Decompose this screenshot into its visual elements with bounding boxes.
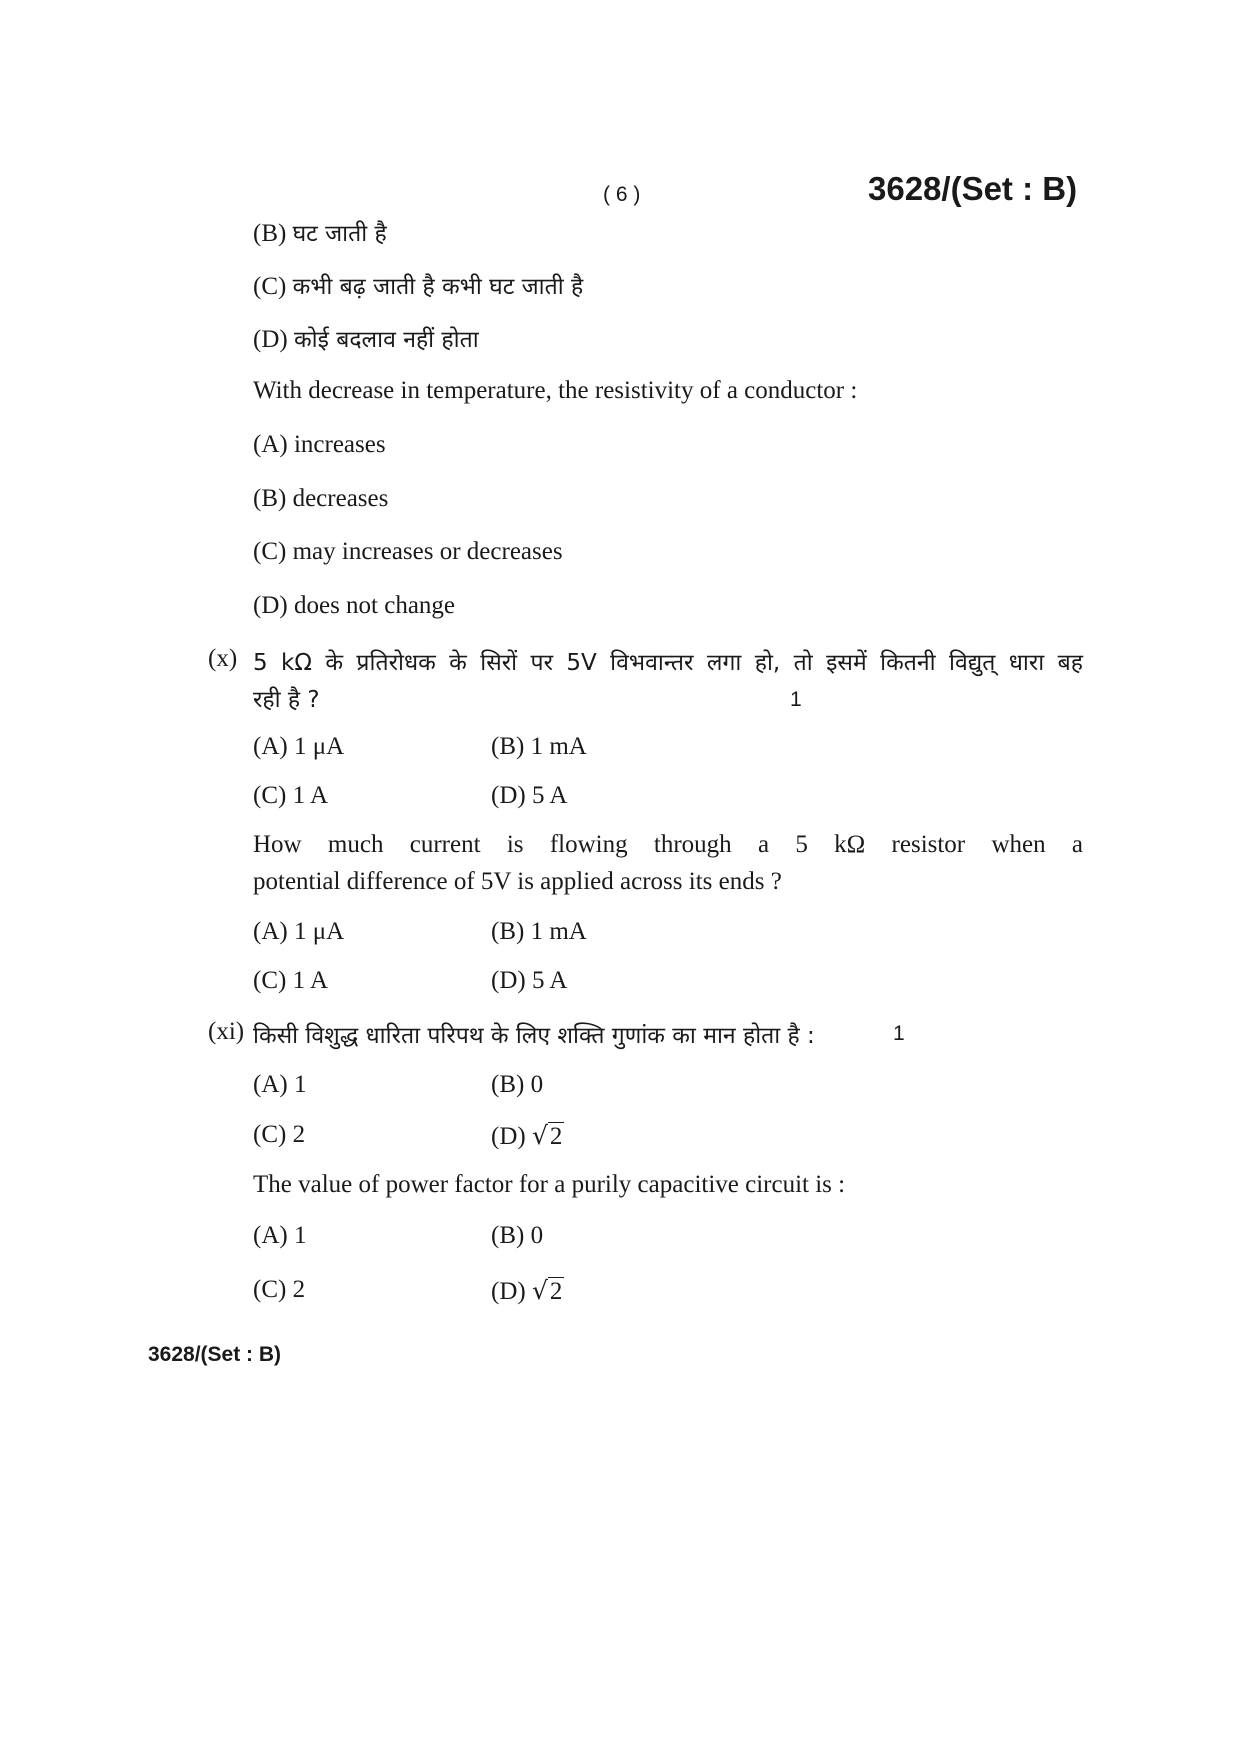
prev-english-question: With decrease in temperature, the resistivity of a conductor :: [253, 377, 858, 404]
prev-hindi-option-c: (C) कभी बढ़ जाती है कभी घट जाती है: [253, 273, 584, 300]
prev-english-option-d: (D) does not change: [253, 592, 456, 619]
question-xi-english-option-a: (A) 1: [253, 1222, 307, 1249]
question-xi-marks: 1: [893, 1022, 905, 1045]
question-xi-english: The value of power factor for a purily capacitive circuit is :: [253, 1171, 846, 1198]
question-x-english-line2: potential difference of 5V is applied across its ends ?: [253, 868, 782, 895]
question-x-english-option-b: (B) 1 mA: [491, 918, 587, 945]
question-xi-hindi-option-d: (D) √2: [491, 1121, 563, 1150]
question-x-number: (x): [208, 645, 238, 672]
set-code-footer: 3628/(Set : B): [148, 1343, 282, 1366]
question-x-hindi-line2: रही है ?: [253, 687, 320, 713]
page-number: ( 6 ): [603, 183, 641, 206]
sqrt-symbol: √2: [531, 1121, 563, 1150]
question-x-hindi-option-a: (A) 1 μA: [253, 733, 345, 760]
question-xi-number: (xi): [208, 1018, 245, 1045]
question-xi-hindi: किसी विशुद्ध धारिता परिपथ के लिए शक्ति गुणांक का मान होता है :: [253, 1023, 815, 1049]
sqrt-symbol: √2: [531, 1276, 563, 1305]
question-xi-hindi-option-a: (A) 1: [253, 1071, 307, 1098]
question-xi-hindi-option-c: (C) 2: [253, 1121, 306, 1148]
prev-hindi-option-d: (D) कोई बदलाव नहीं होता: [253, 326, 479, 353]
question-x-english-line1: How much current is flowing through a 5 kΩ resistor when a: [253, 831, 1083, 858]
question-x-english-option-a: (A) 1 μA: [253, 918, 345, 945]
question-x-hindi-option-c: (C) 1 A: [253, 782, 329, 809]
question-x-english-option-d: (D) 5 A: [491, 967, 568, 994]
prev-english-option-a: (A) increases: [253, 431, 386, 458]
question-xi-english-option-c: (C) 2: [253, 1276, 306, 1303]
prev-hindi-option-b: (B) घट जाती है: [253, 220, 387, 247]
question-x-hindi-option-b: (B) 1 mA: [491, 733, 587, 760]
question-x-marks: 1: [790, 688, 802, 711]
question-xi-english-option-b: (B) 0: [491, 1222, 544, 1249]
question-x-hindi: [253, 645, 1083, 677]
question-x-hindi-option-d: (D) 5 A: [491, 782, 568, 809]
question-x-english-option-c: (C) 1 A: [253, 967, 329, 994]
question-x-hindi-line1: 5 kΩ के प्रतिरोधक के सिरों पर 5V विभवान्तर लगा हो, तो इसमें कितनी विद्युत् धारा बह: [253, 650, 1083, 676]
question-xi-english-option-d: (D) √2: [491, 1276, 563, 1305]
prev-english-option-b: (B) decreases: [253, 485, 389, 512]
question-xi-hindi-option-b: (B) 0: [491, 1071, 544, 1098]
set-code-header: 3628/(Set : B): [868, 170, 1078, 207]
question-x-english: [253, 826, 1083, 900]
prev-english-option-c: (C) may increases or decreases: [253, 538, 563, 565]
